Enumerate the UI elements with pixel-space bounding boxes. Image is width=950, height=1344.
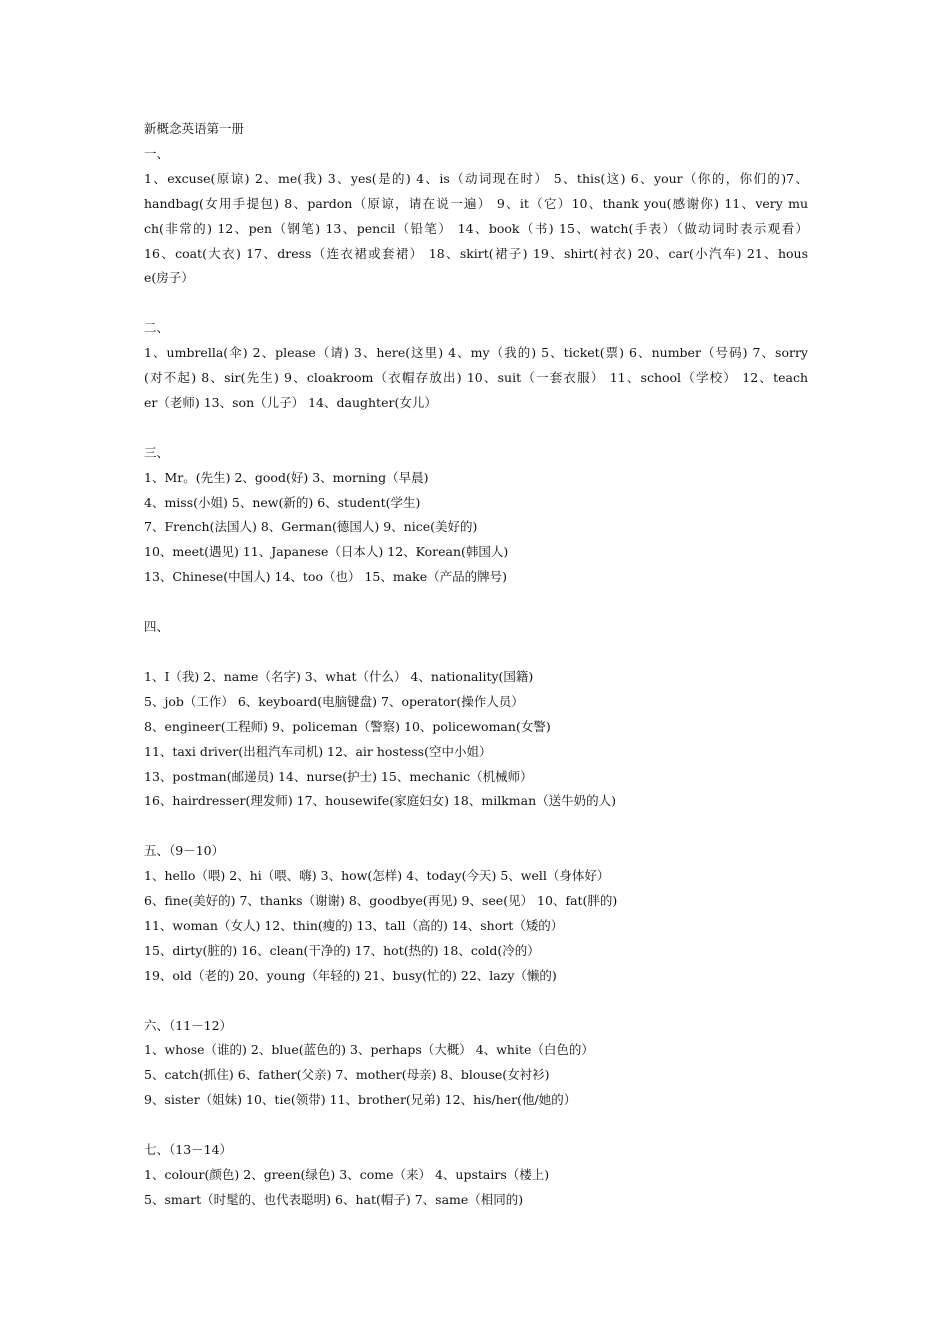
vocab-line: e(房子）	[144, 270, 194, 286]
spacer	[144, 989, 808, 1014]
section-heading: 五、（9－10）	[144, 843, 225, 859]
vocab-line: ch(非常的) 12、pen（钢笔) 13、pencil（铅笔） 14、book（书) 15、watch(手表）（做动词时表示观看）	[144, 220, 808, 236]
vocab-line: 8、engineer(工程师) 9、policeman（警察) 10、policewoman(女警)	[144, 718, 551, 734]
spacer	[144, 291, 808, 316]
vocab-line: 1、umbrella(伞) 2、please（请) 3、here(这里) 4、my（我的) 5、ticket(票) 6、number（号码) 7、sorry	[144, 345, 808, 361]
vocab-line: 13、Chinese(中国人) 14、too（也） 15、make（产品的牌号)	[144, 569, 508, 585]
vocab-line: 4、miss(小姐) 5、new(新的) 6、student(学生)	[144, 494, 421, 510]
vocab-line: handbag(女用手提包) 8、pardon（原谅，请在说一遍） 9、it（它）10、thank you(感谢你) 11、very mu	[144, 195, 808, 211]
spacer	[144, 814, 808, 839]
vocab-line: er（老师) 13、son（儿子） 14、daughter(女儿）	[144, 394, 437, 410]
vocab-line: 1、hello（喂) 2、hi（喂、嗨) 3、how(怎样) 4、today(今天) 5、well（身体好）	[144, 868, 610, 884]
vocab-line: 11、taxi driver(出租汽车司机) 12、air hostess(空中小姐）	[144, 743, 492, 759]
vocab-line: 13、postman(邮递员) 14、nurse(护士) 15、mechanic（机械师）	[144, 768, 533, 784]
section-heading: 二、	[144, 320, 170, 336]
section-heading: 七、（13－14）	[144, 1142, 233, 1158]
vocab-line: 1、I（我) 2、name（名字) 3、what（什么） 4、nationality(国籍)	[144, 668, 534, 684]
document-title: 新概念英语第一册	[144, 121, 245, 136]
spacer	[144, 1113, 808, 1138]
section-heading: 四、	[144, 619, 170, 635]
vocab-line: 5、job（工作） 6、keyboard(电脑键盘) 7、operator(操作人员）	[144, 693, 524, 709]
vocab-line: 10、meet(遇见) 11、Japanese（日本人) 12、Korean(韩国人)	[144, 544, 509, 560]
vocab-line: 11、woman（女人) 12、thin(瘦的) 13、tall（高的) 14、short（矮的）	[144, 917, 564, 933]
section-heading: 三、	[144, 444, 170, 460]
section-heading: 六、（11－12）	[144, 1017, 233, 1033]
vocab-line: 19、old（老的) 20、young（年轻的) 21、busy(忙的) 22、lazy（懒的)	[144, 967, 557, 983]
vocab-line: 16、hairdresser(理发师) 17、housewife(家庭妇女) 18、milkman（送牛奶的人)	[144, 793, 617, 809]
vocab-line: 1、whose（谁的) 2、blue(蓝色的) 3、perhaps（大概） 4、white（白色的）	[144, 1042, 594, 1058]
vocab-line: 5、smart（时髦的、也代表聪明) 6、hat(帽子) 7、same（相同的)	[144, 1191, 524, 1207]
vocab-line: 5、catch(抓住) 6、father(父亲) 7、mother(母亲) 8、blouse(女衬衫)	[144, 1067, 550, 1083]
vocab-line: 16、coat(大衣) 17、dress（连衣裙或套裙） 18、skirt(裙子) 19、shirt(衬衣) 20、car(小汽车) 21、hous	[144, 245, 808, 261]
vocab-line: 7、French(法国人) 8、German(德国人) 9、nice(美好的)	[144, 519, 478, 535]
vocab-line: 9、sister（姐妹) 10、tie(领带) 11、brother(兄弟) 12、his/her(他/她的）	[144, 1092, 577, 1108]
vocab-line: 15、dirty(脏的) 16、clean(干净的) 17、hot(热的) 18、cold(冷的）	[144, 942, 540, 958]
document-page	[144, 117, 808, 1213]
vocab-line: 6、fine(美好的) 7、thanks（谢谢) 8、goodbye(再见) 9、see(见） 10、fat(胖的)	[144, 893, 618, 909]
vocab-line: 1、colour(颜色) 2、green(绿色) 3、come（来） 4、upstairs（楼上)	[144, 1166, 550, 1182]
spacer	[144, 416, 808, 441]
spacer	[144, 640, 808, 665]
vocab-line: 1、excuse(原谅) 2、me(我) 3、yes(是的) 4、is（动词现在时） 5、this(这) 6、your（你的，你们的)7、	[144, 170, 808, 186]
spacer	[144, 590, 808, 615]
vocab-line: (对不起) 8、sir(先生) 9、cloakroom（衣帽存放出) 10、suit（一套衣服） 11、school（学校） 12、teach	[144, 370, 808, 386]
section-heading: 一、	[144, 145, 170, 161]
vocab-line: 1、Mr。(先生) 2、good(好) 3、morning（早晨)	[144, 469, 429, 485]
